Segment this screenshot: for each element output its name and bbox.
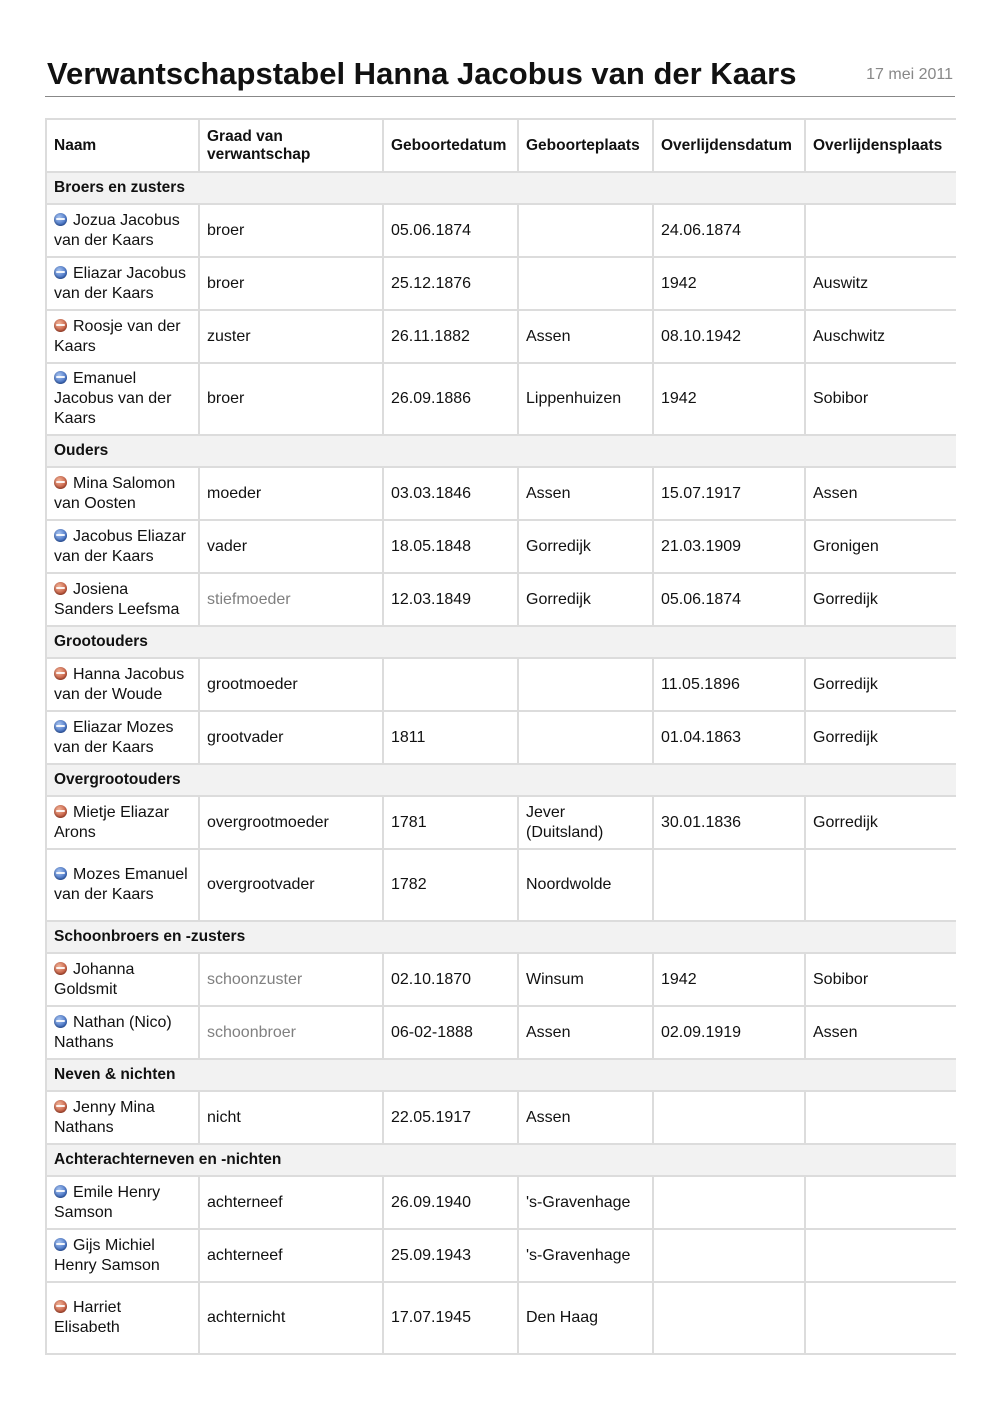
death-place-cell: Gorredijk xyxy=(805,573,956,626)
person-name: Gijs Michiel Henry Samson xyxy=(54,1236,160,1274)
section-title: Ouders xyxy=(46,435,956,467)
table-row xyxy=(46,658,956,711)
relation-cell: broer xyxy=(199,363,383,435)
relation-cell: grootmoeder xyxy=(199,658,383,711)
birth-date-cell: 17.07.1945 xyxy=(383,1282,518,1354)
person-name: Jozua Jacobus van der Kaars xyxy=(54,211,180,249)
table-row xyxy=(46,1282,956,1354)
section-header-row xyxy=(46,172,956,204)
death-date-cell: 05.06.1874 xyxy=(653,573,805,626)
male-person-icon xyxy=(54,266,67,279)
column-header-relation: Graad van verwantschap xyxy=(199,119,383,172)
table-row xyxy=(46,573,956,626)
death-place-cell: Sobibor xyxy=(805,953,956,1006)
death-date-cell: 1942 xyxy=(653,257,805,310)
kinship-table-container xyxy=(45,118,956,1374)
male-person-icon xyxy=(54,213,67,226)
page-header xyxy=(45,52,955,97)
birth-place-cell: Gorredijk xyxy=(518,520,653,573)
birth-place-cell xyxy=(518,204,653,257)
birth-date-cell: 25.12.1876 xyxy=(383,257,518,310)
death-date-cell xyxy=(653,1282,805,1354)
name-cell xyxy=(46,257,199,310)
section-title: Schoonbroers en -zusters xyxy=(46,921,956,953)
name-cell xyxy=(46,1006,199,1059)
death-place-cell: Auschwitz xyxy=(805,310,956,363)
birth-place-cell: Winsum xyxy=(518,953,653,1006)
female-person-icon xyxy=(54,667,67,680)
section-header-row xyxy=(46,1144,956,1176)
person-name: Hanna Jacobus van der Woude xyxy=(54,665,185,703)
table-row xyxy=(46,520,956,573)
death-date-cell: 01.04.1863 xyxy=(653,711,805,764)
table-header-row xyxy=(46,119,956,172)
birth-place-cell xyxy=(518,658,653,711)
birth-date-cell xyxy=(383,658,518,711)
death-date-cell: 21.03.1909 xyxy=(653,520,805,573)
section-header-row xyxy=(46,626,956,658)
birth-date-cell: 1781 xyxy=(383,796,518,849)
birth-date-cell: 22.05.1917 xyxy=(383,1091,518,1144)
birth-date-cell: 26.09.1886 xyxy=(383,363,518,435)
relation-cell: overgrootmoeder xyxy=(199,796,383,849)
table-row xyxy=(46,257,956,310)
female-person-icon xyxy=(54,962,67,975)
section-title: Overgrootouders xyxy=(46,764,956,796)
female-person-icon xyxy=(54,1300,67,1313)
birth-place-cell: Assen xyxy=(518,467,653,520)
relation-cell: achterneef xyxy=(199,1176,383,1229)
birth-place-cell: Assen xyxy=(518,1091,653,1144)
table-row xyxy=(46,1229,956,1282)
birth-place-cell: 's-Gravenhage xyxy=(518,1176,653,1229)
person-name: Roosje van der Kaars xyxy=(54,317,181,355)
relation-cell: broer xyxy=(199,204,383,257)
death-date-cell xyxy=(653,1176,805,1229)
relation-cell: zuster xyxy=(199,310,383,363)
table-row xyxy=(46,363,956,435)
section-header-row xyxy=(46,1059,956,1091)
name-cell xyxy=(46,310,199,363)
table-body xyxy=(46,172,956,1354)
name-cell xyxy=(46,1229,199,1282)
table-row xyxy=(46,467,956,520)
male-person-icon xyxy=(54,720,67,733)
column-header-death-date: Overlijdensdatum xyxy=(653,119,805,172)
relation-cell: moeder xyxy=(199,467,383,520)
name-cell xyxy=(46,1176,199,1229)
death-place-cell: Sobibor xyxy=(805,363,956,435)
birth-date-cell: 1811 xyxy=(383,711,518,764)
birth-place-cell: 's-Gravenhage xyxy=(518,1229,653,1282)
birth-place-cell: Lippenhuizen xyxy=(518,363,653,435)
death-place-cell: Auswitz xyxy=(805,257,956,310)
birth-date-cell: 03.03.1846 xyxy=(383,467,518,520)
person-name: Mietje Eliazar Arons xyxy=(54,803,170,841)
person-name: Jacobus Eliazar van der Kaars xyxy=(54,527,186,565)
table-row xyxy=(46,204,956,257)
name-cell xyxy=(46,849,199,921)
name-cell xyxy=(46,467,199,520)
person-name: Eliazar Jacobus van der Kaars xyxy=(54,264,186,302)
birth-date-cell: 18.05.1848 xyxy=(383,520,518,573)
name-cell xyxy=(46,953,199,1006)
death-date-cell: 1942 xyxy=(653,363,805,435)
relation-cell: achternicht xyxy=(199,1282,383,1354)
section-title: Achterachterneven en -nichten xyxy=(46,1144,956,1176)
birth-date-cell: 06-02-1888 xyxy=(383,1006,518,1059)
relation-cell: achterneef xyxy=(199,1229,383,1282)
female-person-icon xyxy=(54,476,67,489)
birth-place-cell xyxy=(518,257,653,310)
birth-place-cell: Assen xyxy=(518,310,653,363)
person-name: Emile Henry Samson xyxy=(54,1183,161,1221)
name-cell xyxy=(46,658,199,711)
death-date-cell: 15.07.1917 xyxy=(653,467,805,520)
section-header-row xyxy=(46,435,956,467)
name-cell xyxy=(46,1091,199,1144)
name-cell xyxy=(46,520,199,573)
male-person-icon xyxy=(54,529,67,542)
person-name: Johanna Goldsmit xyxy=(54,960,135,998)
death-place-cell: Gronigen xyxy=(805,520,956,573)
birth-date-cell: 25.09.1943 xyxy=(383,1229,518,1282)
section-header-row xyxy=(46,764,956,796)
person-name: Mozes Emanuel van der Kaars xyxy=(54,866,188,903)
death-date-cell: 02.09.1919 xyxy=(653,1006,805,1059)
birth-place-cell: Den Haag xyxy=(518,1282,653,1354)
death-place-cell: Assen xyxy=(805,467,956,520)
birth-place-cell: Jever (Duitsland) xyxy=(518,796,653,849)
relation-cell: overgrootvader xyxy=(199,849,383,921)
death-place-cell: Gorredijk xyxy=(805,711,956,764)
page-date: 17 mei 2011 xyxy=(866,66,953,83)
male-person-icon xyxy=(54,1185,67,1198)
table-row xyxy=(46,849,956,921)
table-row xyxy=(46,1006,956,1059)
birth-place-cell xyxy=(518,711,653,764)
death-date-cell xyxy=(653,1229,805,1282)
person-name: Josiena Sanders Leefsma xyxy=(54,580,180,618)
person-name: Jenny Mina Nathans xyxy=(54,1098,155,1136)
death-place-cell xyxy=(805,1176,956,1229)
relation-cell: stiefmoeder xyxy=(199,573,383,626)
person-name: Eliazar Mozes van der Kaars xyxy=(54,718,174,756)
birth-date-cell: 12.03.1849 xyxy=(383,573,518,626)
female-person-icon xyxy=(54,319,67,332)
name-cell xyxy=(46,573,199,626)
birth-date-cell: 26.09.1940 xyxy=(383,1176,518,1229)
death-date-cell: 30.01.1836 xyxy=(653,796,805,849)
name-cell xyxy=(46,204,199,257)
female-person-icon xyxy=(54,582,67,595)
relation-cell: grootvader xyxy=(199,711,383,764)
table-row xyxy=(46,1176,956,1229)
name-cell xyxy=(46,796,199,849)
death-place-cell xyxy=(805,849,956,921)
death-date-cell: 1942 xyxy=(653,953,805,1006)
column-header-birth-date: Geboortedatum xyxy=(383,119,518,172)
section-title: Broers en zusters xyxy=(46,172,956,204)
relation-cell: broer xyxy=(199,257,383,310)
column-header-death-place: Overlijdensplaats xyxy=(805,119,956,172)
relation-cell: schoonzuster xyxy=(199,953,383,1006)
table-row xyxy=(46,711,956,764)
death-place-cell xyxy=(805,1229,956,1282)
kinship-table xyxy=(45,118,956,1355)
death-date-cell: 11.05.1896 xyxy=(653,658,805,711)
birth-date-cell: 1782 xyxy=(383,849,518,921)
female-person-icon xyxy=(54,1100,67,1113)
person-name: Harriet Elisabeth xyxy=(54,1299,122,1336)
birth-place-cell: Noordwolde xyxy=(518,849,653,921)
male-person-icon xyxy=(54,371,67,384)
birth-place-cell: Assen xyxy=(518,1006,653,1059)
name-cell xyxy=(46,363,199,435)
name-cell xyxy=(46,1282,199,1354)
column-header-name: Naam xyxy=(46,119,199,172)
death-place-cell xyxy=(805,204,956,257)
name-cell xyxy=(46,711,199,764)
death-place-cell: Gorredijk xyxy=(805,796,956,849)
table-row xyxy=(46,796,956,849)
death-place-cell xyxy=(805,1091,956,1144)
section-title: Grootouders xyxy=(46,626,956,658)
section-title: Neven & nichten xyxy=(46,1059,956,1091)
male-person-icon xyxy=(54,1238,67,1251)
birth-date-cell: 26.11.1882 xyxy=(383,310,518,363)
page-title: Verwantschapstabel Hanna Jacobus van der Kaars xyxy=(47,56,797,91)
male-person-icon xyxy=(54,1015,67,1028)
death-place-cell: Assen xyxy=(805,1006,956,1059)
birth-date-cell: 02.10.1870 xyxy=(383,953,518,1006)
death-date-cell: 08.10.1942 xyxy=(653,310,805,363)
male-person-icon xyxy=(54,867,67,880)
table-row xyxy=(46,953,956,1006)
death-place-cell: Gorredijk xyxy=(805,658,956,711)
person-name: Emanuel Jacobus van der Kaars xyxy=(54,370,172,427)
birth-date-cell: 05.06.1874 xyxy=(383,204,518,257)
birth-place-cell: Gorredijk xyxy=(518,573,653,626)
relation-cell: nicht xyxy=(199,1091,383,1144)
relation-cell: schoonbroer xyxy=(199,1006,383,1059)
section-header-row xyxy=(46,921,956,953)
column-header-birth-place: Geboorteplaats xyxy=(518,119,653,172)
relation-cell: vader xyxy=(199,520,383,573)
death-date-cell xyxy=(653,849,805,921)
death-date-cell: 24.06.1874 xyxy=(653,204,805,257)
table-row xyxy=(46,1091,956,1144)
death-date-cell xyxy=(653,1091,805,1144)
death-place-cell xyxy=(805,1282,956,1354)
female-person-icon xyxy=(54,805,67,818)
table-row xyxy=(46,310,956,363)
person-name: Mina Salomon van Oosten xyxy=(54,474,176,512)
person-name: Nathan (Nico) Nathans xyxy=(54,1013,172,1051)
